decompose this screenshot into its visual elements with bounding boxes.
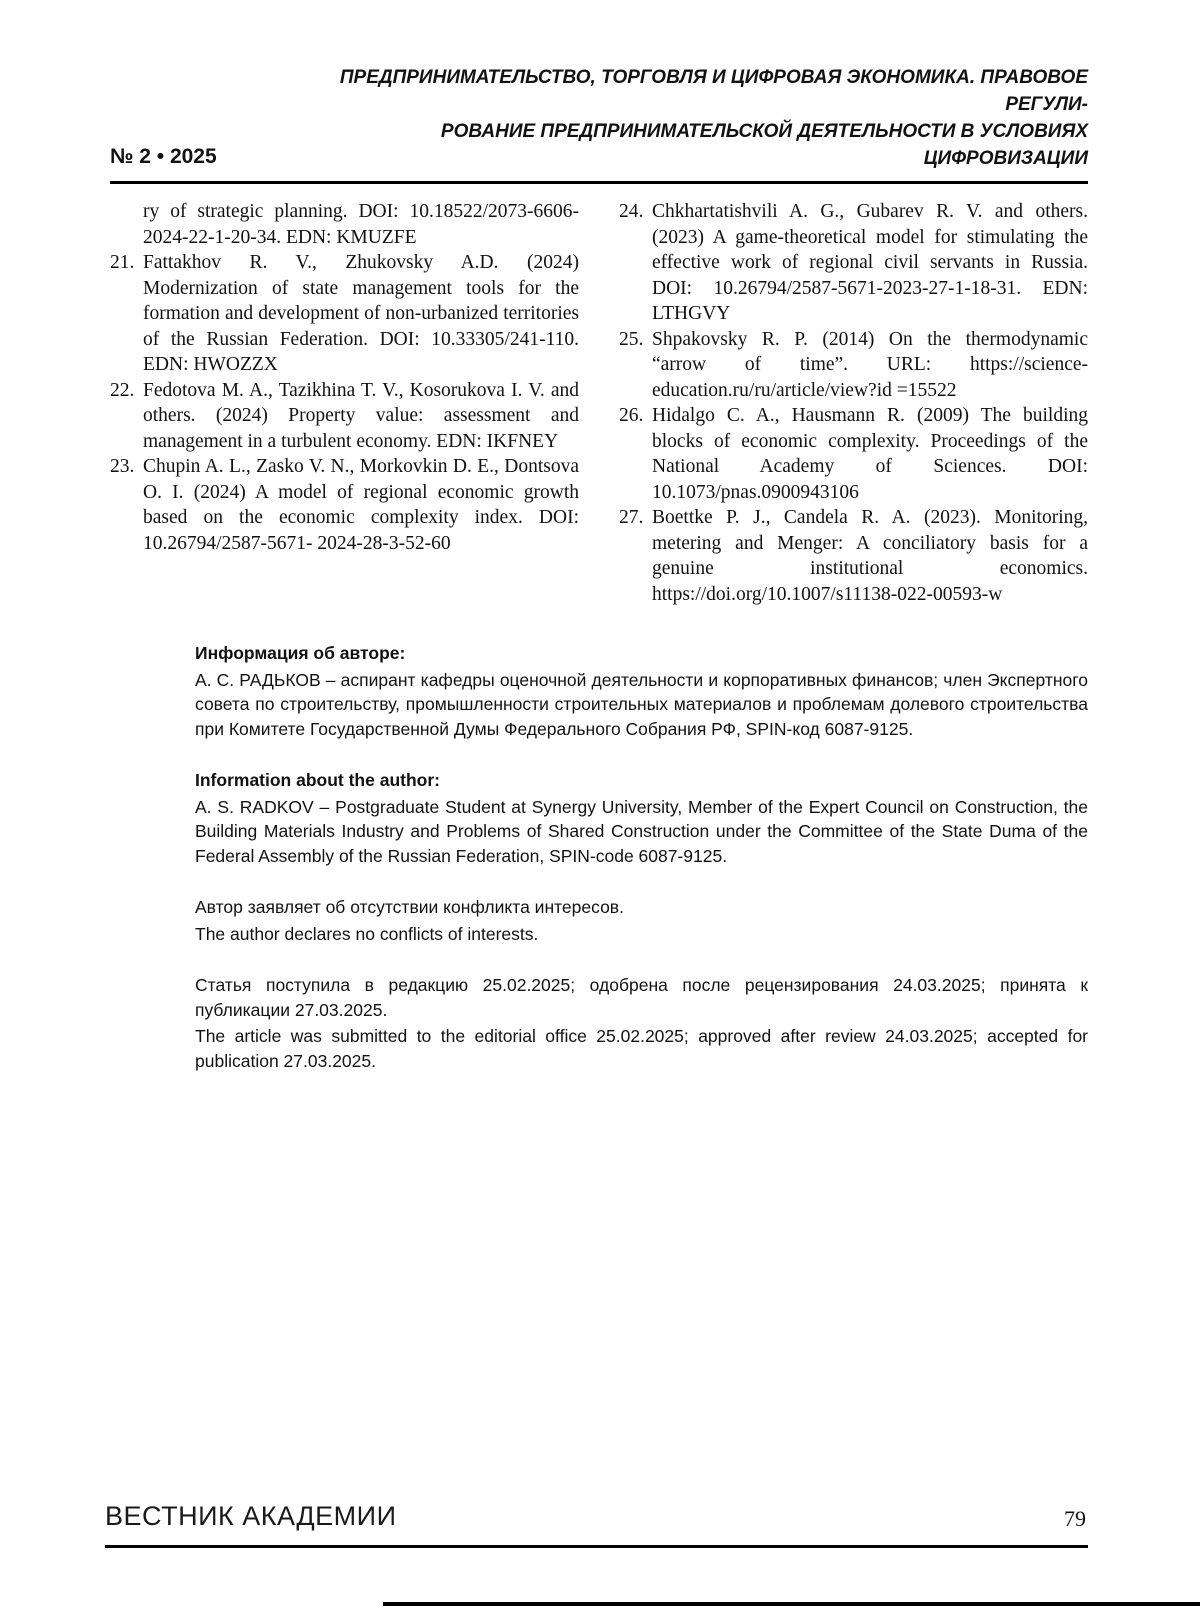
references-section bbox=[110, 199, 1088, 607]
reference-item-24 bbox=[619, 199, 1088, 327]
footer-rule bbox=[105, 1545, 1088, 1548]
reference-text: Boettke P. J., Candela R. A. (2023). Monitoring, metering and Menger: A conciliatory basis for a genuine institutional economics. https://doi.org/10.1007/s11138-022-00593-w bbox=[652, 507, 1088, 605]
footer-row bbox=[105, 1501, 1088, 1532]
conflict-statement-ru: Автор заявляет об отсутствии конфликта интересов. bbox=[195, 897, 624, 917]
author-info-section bbox=[195, 641, 1088, 1073]
reference-item-23 bbox=[110, 454, 579, 556]
page-number: 79 bbox=[1064, 1506, 1086, 1531]
author-info-text-ru: А. С. РАДЬКОВ – аспирант кафедры оценочной деятельности и корпоративных финансов; член Экспертного совета по строительству, промышленности строительных материалов и проблемам долевого строительства при Комитете Государственной Думы Федерального Собрания РФ, SPIN-код 6087-9125. bbox=[195, 669, 1088, 739]
conflict-statement-en: The author declares no conflicts of interests. bbox=[195, 923, 539, 944]
reference-item-21 bbox=[110, 250, 579, 378]
section-title-line-2: РОВАНИЕ ПРЕДПРИНИМАТЕЛЬСКОЙ ДЕЯТЕЛЬНОСТИ В УСЛОВИЯХ ЦИФРОВИЗАЦИИ bbox=[440, 121, 1088, 169]
author-info-heading-ru: Информация об авторе: bbox=[195, 643, 406, 663]
reference-item-22 bbox=[110, 378, 579, 455]
author-info-text-en: A. S. RADKOV – Postgraduate Student at Synergy University, Member of the Expert Council on Construction, the Building Materials Industry and Problems of Shared Construction under the Committee of the State Duma of the Federal Assembly of the Russian Federation, SPIN-code 6087-9125. bbox=[195, 796, 1088, 866]
reference-number: 27. bbox=[619, 507, 644, 528]
reference-item-25 bbox=[619, 327, 1088, 404]
reference-item-20-continued bbox=[110, 199, 579, 250]
reference-text: Shpakovsky R. P. (2014) On the thermodynamic “arrow of time”. URL: https://science-education.ru/ru/article/view?id =15522 bbox=[652, 328, 1088, 401]
reference-text: Hidalgo C. A., Hausmann R. (2009) The building blocks of economic complexity. Proceedings of the National Academy of Sciences. DOI: 10.1073/pnas.0900943106 bbox=[652, 405, 1088, 503]
reference-number: 24. bbox=[619, 201, 644, 222]
reference-text: Fedotova M. A., Tazikhina T. V., Kosorukova I. V. and others. (2024) Property value: assessment and management in a turbulent economy. EDN: IKFNEY bbox=[143, 379, 579, 452]
reference-number: 25. bbox=[619, 328, 644, 350]
reference-number: 21. bbox=[110, 252, 135, 273]
reference-item-27 bbox=[619, 505, 1088, 607]
reference-text: Fattakhov R. V., Zhukovsky A.D. (2024) Modernization of state management tools for the formation and development of non-urbanized territories of the Russian Federation. DOI: 10.33305/241-110. EDN: HWOZZX bbox=[143, 252, 579, 375]
reference-text: Chupin A. L., Zasko V. N., Morkovkin D. E., Dontsova O. I. (2024) A model of regional economic growth based on the economic complexity index. DOI: 10.26794/2587-5671- 2024-28-3-52-60 bbox=[143, 456, 579, 554]
references-column-right bbox=[619, 199, 1088, 607]
journal-section-title bbox=[288, 64, 1088, 172]
reference-text: Chkhartatishvili A. G., Gubarev R. V. and others. (2023) A game-theoretical model for stimulating the effective work of regional civil servants in Russia. DOI: 10.26794/2587-5671-2023-27-1-18-31. EDN: LTHGVY bbox=[652, 201, 1088, 324]
submission-dates-ru: Статья поступила в редакцию 25.02.2025; одобрена после рецензирования 24.03.2025; принята к публикации 27.03.2025. bbox=[195, 975, 1088, 1020]
header-rule bbox=[110, 181, 1088, 184]
reference-number: 26. bbox=[619, 405, 644, 426]
issue-number: № 2 • 2025 bbox=[110, 145, 217, 168]
reference-item-26 bbox=[619, 403, 1088, 505]
section-title-line-1: ПРЕДПРИНИМАТЕЛЬСТВО, ТОРГОВЛЯ И ЦИФРОВАЯ ЭКОНОМИКА. ПРАВОВОЕ РЕГУЛИ- bbox=[339, 67, 1088, 115]
references-column-left bbox=[110, 199, 579, 607]
page-footer bbox=[105, 1501, 1088, 1548]
reference-text: ry of strategic planning. DOI: 10.18522/2073-6606-2024-22-1-20-34. EDN: KMUZFE bbox=[143, 201, 579, 248]
reference-number: 23. bbox=[110, 456, 135, 477]
author-info-heading-en: Information about the author: bbox=[195, 770, 440, 790]
submission-dates-en: The article was submitted to the editorial office 25.02.2025; approved after review 24.03.2025; accepted for publication 27.03.2025. bbox=[195, 1026, 1088, 1071]
reference-number: 22. bbox=[110, 379, 135, 401]
journal-name: ВЕСТНИК АКАДЕМИИ bbox=[105, 1501, 397, 1531]
page-header bbox=[110, 64, 1088, 172]
scan-artifact-line bbox=[383, 1602, 1200, 1606]
